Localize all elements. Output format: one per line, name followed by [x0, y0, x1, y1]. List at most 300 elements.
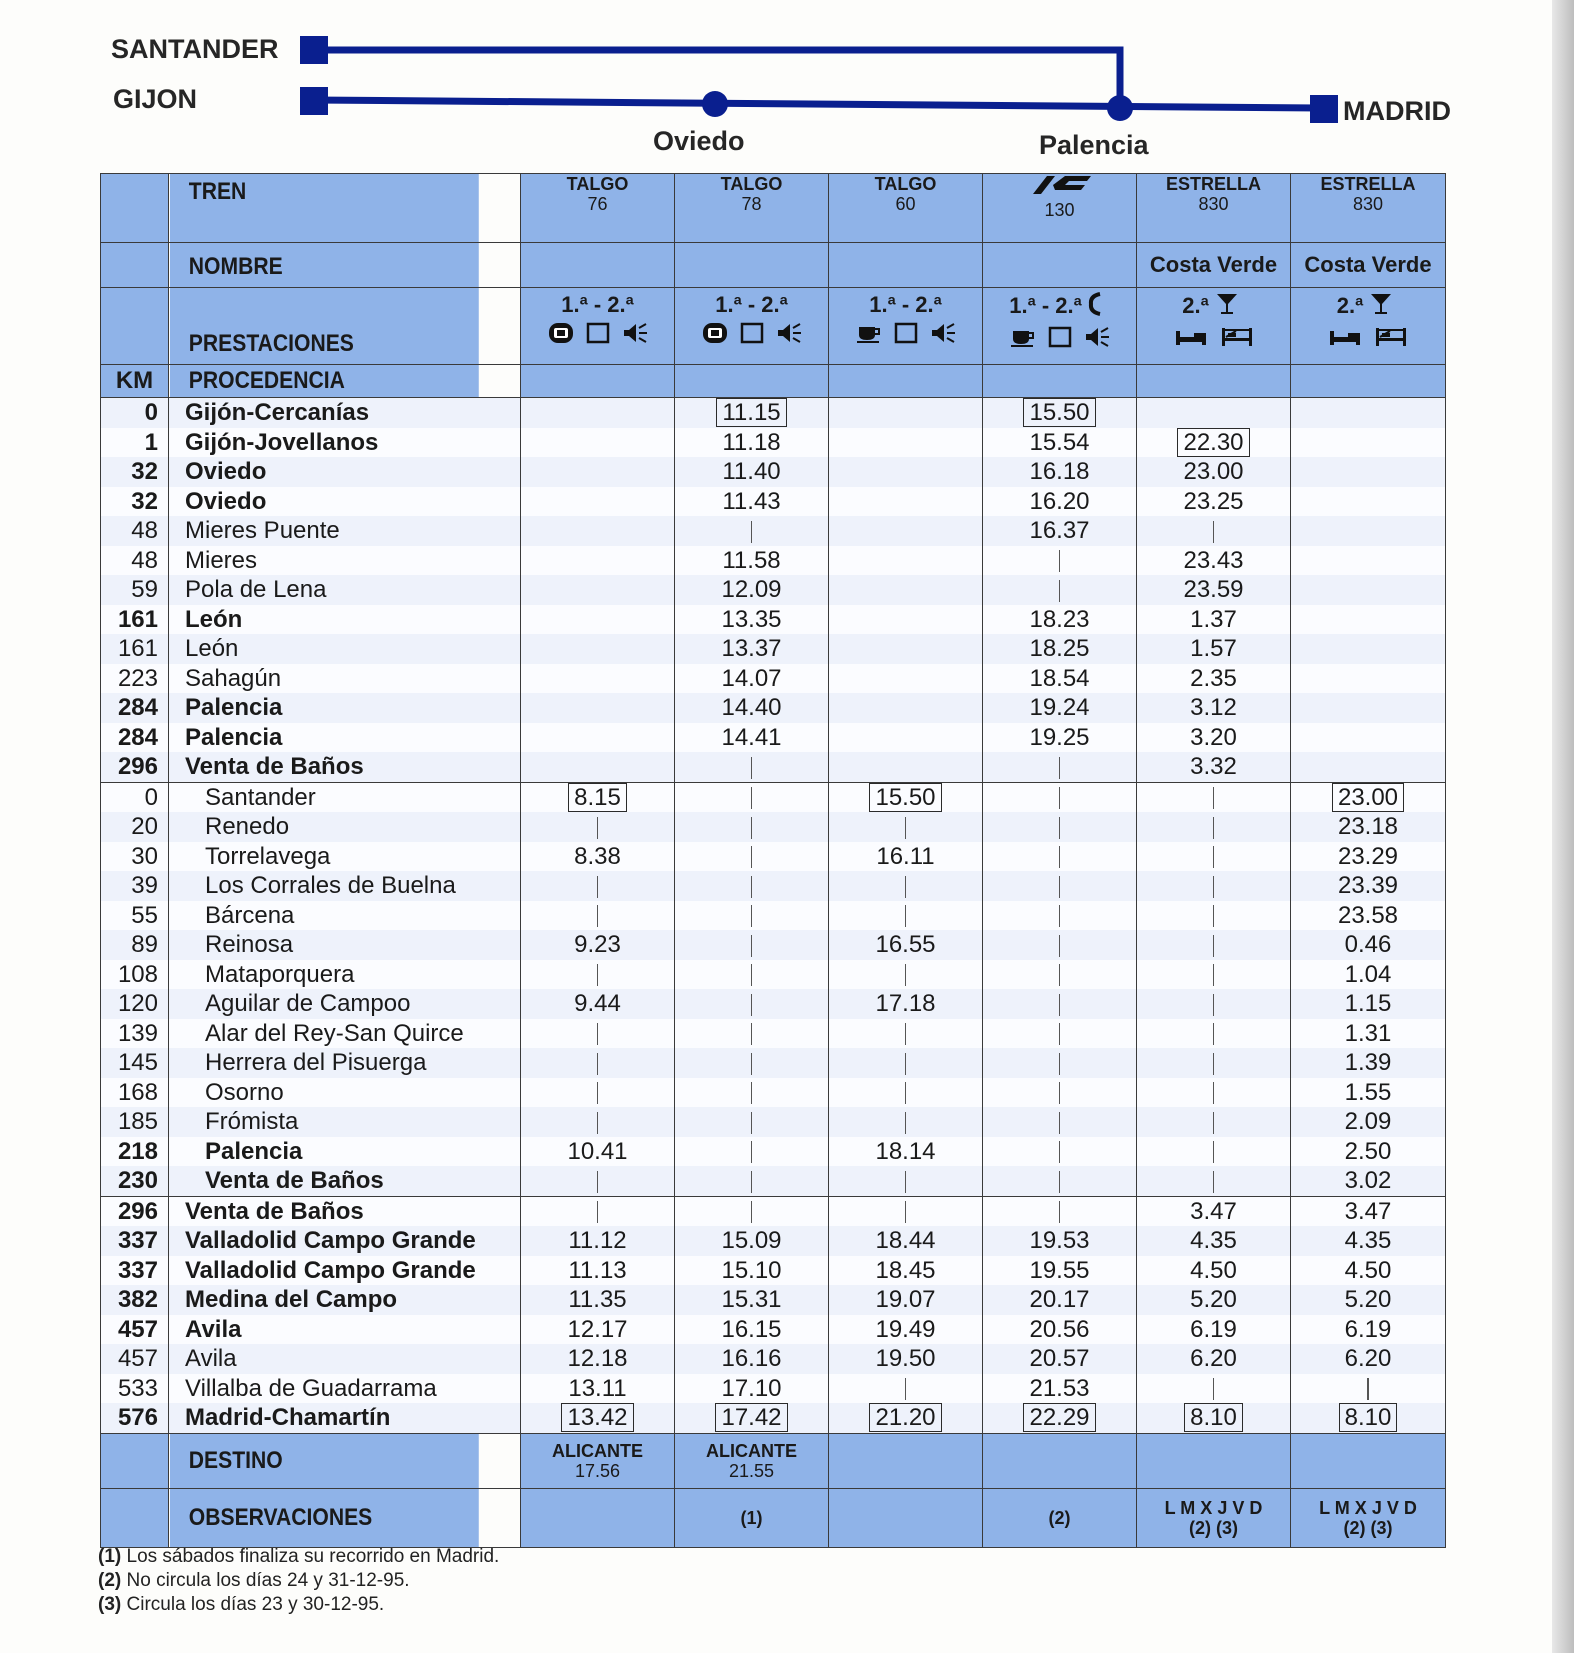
sleeper-icon	[1374, 326, 1408, 354]
pass-through-line	[1059, 757, 1061, 779]
km-value: 337	[101, 1226, 169, 1256]
station-name: Venta de Baños	[169, 1196, 521, 1226]
obs-days: (2)	[1048, 1507, 1071, 1528]
route-map	[0, 0, 1574, 175]
time-cell	[1137, 812, 1291, 842]
gijon-line	[312, 100, 1320, 108]
time-cell: 16.18	[983, 457, 1137, 487]
services-2	[829, 288, 983, 365]
time-cell: 23.39	[1291, 871, 1446, 901]
origin-gijon: GIJON	[113, 84, 198, 114]
pass-through-line	[1059, 1171, 1061, 1193]
km-value: 284	[101, 723, 169, 753]
time-cell: 0.46	[1291, 930, 1446, 960]
table-row	[101, 842, 1446, 872]
km-value: 120	[101, 989, 169, 1019]
header-prestaciones-row	[101, 288, 1446, 365]
destino-cell	[675, 1433, 829, 1488]
table-row	[101, 605, 1446, 635]
pass-through-line	[1059, 787, 1061, 809]
pass-through-line	[751, 521, 753, 543]
time-cell: 6.20	[1137, 1344, 1291, 1374]
time-cell: 5.20	[1137, 1285, 1291, 1315]
destino-row	[101, 1433, 1446, 1488]
time-cell: 18.45	[829, 1256, 983, 1286]
header-nombre-row	[101, 243, 1446, 288]
couchette-icon	[1328, 327, 1362, 353]
pass-through-line	[597, 964, 599, 986]
station-name: Venta de Baños	[169, 752, 521, 782]
time-cell: 17.10	[675, 1374, 829, 1404]
km-value: 284	[101, 693, 169, 723]
time-cell	[675, 1166, 829, 1196]
observaciones-cell	[521, 1488, 675, 1547]
time-cell: 14.41	[675, 723, 829, 753]
time-cell: 11.35	[521, 1285, 675, 1315]
terminal-time: 15.50	[869, 783, 941, 812]
pass-through-line	[597, 1053, 599, 1075]
time-cell	[1137, 989, 1291, 1019]
time-cell	[675, 960, 829, 990]
time-cell	[983, 1019, 1137, 1049]
km-value: 296	[101, 1196, 169, 1226]
km-value: 457	[101, 1315, 169, 1345]
station-name: Medina del Campo	[169, 1285, 521, 1315]
destino-name: ALICANTE	[706, 1440, 797, 1461]
cafeteria-icon	[856, 322, 882, 350]
terminal-time: 8.15	[568, 783, 627, 812]
time-cell: 16.37	[983, 516, 1137, 546]
time-cell: 6.19	[1137, 1315, 1291, 1345]
page-edge	[1552, 0, 1574, 1653]
time-cell: 1.57	[1137, 634, 1291, 664]
station-name: Bárcena	[169, 901, 521, 931]
time-cell	[521, 1048, 675, 1078]
couchette-icon	[1174, 327, 1208, 353]
destino-cell	[521, 1433, 675, 1488]
time-cell	[1291, 575, 1446, 605]
time-cell	[1137, 1048, 1291, 1078]
time-cell: 1.15	[1291, 989, 1446, 1019]
km-value: 108	[101, 960, 169, 990]
madrid-terminal	[1310, 95, 1338, 123]
pass-through-line	[1059, 1023, 1061, 1045]
time-cell	[521, 487, 675, 517]
time-cell	[1137, 428, 1291, 458]
phone-icon	[1088, 292, 1104, 322]
label-tren: TREN	[169, 174, 479, 243]
terminal-time: 13.42	[561, 1403, 633, 1432]
time-cell	[675, 782, 829, 812]
time-cell	[983, 782, 1137, 812]
time-cell: 14.07	[675, 664, 829, 694]
table-row	[101, 1374, 1446, 1404]
time-cell	[829, 1196, 983, 1226]
pass-through-line	[751, 757, 753, 779]
services-3	[983, 288, 1137, 365]
pass-through-line	[905, 817, 907, 839]
time-cell	[829, 693, 983, 723]
time-cell	[521, 1196, 675, 1226]
pass-through-line	[905, 964, 907, 986]
pass-through-line	[751, 1171, 753, 1193]
time-cell: 11.13	[521, 1256, 675, 1286]
time-cell	[521, 546, 675, 576]
time-cell	[675, 1403, 829, 1433]
time-cell	[829, 1374, 983, 1404]
time-cell	[675, 812, 829, 842]
time-cell	[1137, 842, 1291, 872]
time-cell	[1291, 398, 1446, 428]
pass-through-line	[905, 1112, 907, 1134]
destino-name: ALICANTE	[552, 1440, 643, 1461]
station-name: Gijón-Cercanías	[169, 398, 521, 428]
time-cell	[1291, 546, 1446, 576]
time-cell: 14.40	[675, 693, 829, 723]
time-cell	[1137, 398, 1291, 428]
time-cell: 11.18	[675, 428, 829, 458]
time-cell	[675, 901, 829, 931]
pass-through-line	[1059, 580, 1061, 602]
table-row	[101, 487, 1446, 517]
service-classes: 2.ª	[1137, 292, 1290, 322]
table-row	[101, 575, 1446, 605]
time-cell	[983, 546, 1137, 576]
km-value: 457	[101, 1344, 169, 1374]
bar-icon	[1215, 292, 1239, 322]
pass-through-line	[905, 905, 907, 927]
time-cell: 19.53	[983, 1226, 1137, 1256]
station-name: Venta de Baños	[169, 1166, 521, 1196]
observaciones-cell	[1291, 1488, 1446, 1547]
km-value: 161	[101, 605, 169, 635]
time-cell	[1137, 871, 1291, 901]
km-value: 223	[101, 664, 169, 694]
station-name: Mataporquera	[169, 960, 521, 990]
time-cell: 1.39	[1291, 1048, 1446, 1078]
time-cell	[1137, 1078, 1291, 1108]
table-row	[101, 1137, 1446, 1167]
pass-through-line	[751, 1023, 753, 1045]
pass-through-line	[1213, 817, 1215, 839]
train-col-2: TALGO 60	[829, 174, 983, 243]
time-cell: 8.38	[521, 842, 675, 872]
terminal-time: 15.50	[1023, 398, 1095, 427]
destino-cell	[1137, 1433, 1291, 1488]
pass-through-line	[1213, 1053, 1215, 1075]
km-value: 230	[101, 1166, 169, 1196]
time-cell	[829, 605, 983, 635]
station-name: León	[169, 634, 521, 664]
time-cell: 13.37	[675, 634, 829, 664]
time-cell	[983, 1107, 1137, 1137]
header-tren-row	[101, 174, 1446, 243]
footnote-2: (2) No circula los días 24 y 31-12-95.	[98, 1570, 410, 1591]
pass-through-line	[1213, 846, 1215, 868]
time-cell	[983, 398, 1137, 428]
terminal-time: 22.29	[1023, 1403, 1095, 1432]
pass-through-line	[1059, 1201, 1061, 1223]
destino-cell	[1291, 1433, 1446, 1488]
pass-through-line	[1213, 1023, 1215, 1045]
footnotes	[98, 1545, 499, 1617]
table-row	[101, 930, 1446, 960]
time-cell	[1137, 1019, 1291, 1049]
time-cell	[829, 546, 983, 576]
time-cell	[521, 457, 675, 487]
time-cell	[829, 516, 983, 546]
table-row	[101, 428, 1446, 458]
time-cell	[521, 901, 675, 931]
pass-through-line	[751, 935, 753, 957]
time-cell: 4.35	[1137, 1226, 1291, 1256]
time-cell: 4.50	[1291, 1256, 1446, 1286]
time-cell	[675, 1019, 829, 1049]
pass-through-line	[597, 1023, 599, 1045]
services-1	[675, 288, 829, 365]
time-cell: 5.20	[1291, 1285, 1446, 1315]
time-cell: 15.10	[675, 1256, 829, 1286]
table-row	[101, 634, 1446, 664]
obs-notes: (2) (3)	[1189, 1517, 1238, 1538]
km-value: 337	[101, 1256, 169, 1286]
train-col-0: TALGO 76	[521, 174, 675, 243]
time-cell: 12.17	[521, 1315, 675, 1345]
seat-icon	[740, 322, 764, 350]
table-row	[101, 546, 1446, 576]
table-row	[101, 1196, 1446, 1226]
time-cell	[1137, 960, 1291, 990]
santander-terminal	[300, 36, 328, 64]
time-cell: 9.23	[521, 930, 675, 960]
obs-days: L M X J V D	[1319, 1497, 1417, 1518]
km-value: 32	[101, 487, 169, 517]
time-cell	[675, 1078, 829, 1108]
time-cell: 11.58	[675, 546, 829, 576]
time-cell	[521, 1107, 675, 1137]
footnote-1: (1) Los sábados finaliza su recorrido en Madrid.	[98, 1546, 500, 1567]
time-cell: 16.20	[983, 487, 1137, 517]
pass-through-line	[751, 994, 753, 1016]
time-cell: 23.18	[1291, 812, 1446, 842]
time-cell	[829, 1048, 983, 1078]
time-cell	[829, 960, 983, 990]
stop-palencia: Palencia	[1039, 130, 1149, 160]
table-row	[101, 782, 1446, 812]
time-cell	[829, 871, 983, 901]
time-cell: 13.35	[675, 605, 829, 635]
time-cell	[1291, 782, 1446, 812]
label-km: KM	[101, 365, 169, 398]
station-name: Alar del Rey-San Quirce	[169, 1019, 521, 1049]
pass-through-line	[751, 1112, 753, 1134]
time-cell: 16.15	[675, 1315, 829, 1345]
origin-santander: SANTANDER	[111, 34, 279, 64]
train-col-1: TALGO 78	[675, 174, 829, 243]
time-cell	[521, 782, 675, 812]
table-row	[101, 457, 1446, 487]
km-value: 145	[101, 1048, 169, 1078]
time-cell	[829, 901, 983, 931]
time-cell: 16.11	[829, 842, 983, 872]
label-nombre: NOMBRE	[169, 243, 479, 288]
time-cell	[983, 989, 1137, 1019]
time-cell	[1291, 1374, 1446, 1404]
time-cell: 23.29	[1291, 842, 1446, 872]
km-value: 89	[101, 930, 169, 960]
time-cell	[983, 575, 1137, 605]
station-name: Renedo	[169, 812, 521, 842]
table-row	[101, 871, 1446, 901]
time-cell: 3.32	[1137, 752, 1291, 782]
pass-through-line	[597, 876, 599, 898]
destino-cell	[829, 1433, 983, 1488]
pass-through-line	[1059, 935, 1061, 957]
pass-through-line	[597, 1082, 599, 1104]
oviedo-stop	[702, 91, 728, 117]
table-row	[101, 723, 1446, 753]
pass-through-line	[751, 964, 753, 986]
time-cell	[521, 693, 675, 723]
pass-through-line	[597, 1112, 599, 1134]
time-cell: 18.54	[983, 664, 1137, 694]
audio-icon	[622, 322, 648, 350]
time-cell	[1137, 901, 1291, 931]
stop-oviedo: Oviedo	[653, 126, 745, 156]
terminal-time: 21.20	[869, 1403, 941, 1432]
pass-through-line	[1213, 964, 1215, 986]
pass-through-line	[1059, 905, 1061, 927]
time-cell	[1137, 516, 1291, 546]
destino-time: 17.56	[574, 1460, 621, 1481]
seat-icon	[586, 322, 610, 350]
time-cell: 12.09	[675, 575, 829, 605]
time-cell	[521, 960, 675, 990]
time-cell	[521, 516, 675, 546]
time-cell	[829, 1403, 983, 1433]
time-cell	[1291, 457, 1446, 487]
observaciones-cell	[675, 1488, 829, 1547]
sleeper-icon	[1220, 326, 1254, 354]
time-cell: 2.09	[1291, 1107, 1446, 1137]
time-cell	[1291, 487, 1446, 517]
terminal-time: 22.30	[1177, 428, 1249, 457]
pass-through-line	[751, 817, 753, 839]
pass-through-line	[1213, 905, 1215, 927]
pass-through-line	[1059, 1082, 1061, 1104]
services-4	[1137, 288, 1291, 365]
time-cell	[983, 1078, 1137, 1108]
intercity-logo-icon	[1025, 174, 1095, 196]
time-cell: 19.55	[983, 1256, 1137, 1286]
time-cell	[1291, 605, 1446, 635]
time-cell: 1.55	[1291, 1078, 1446, 1108]
table-row	[101, 1344, 1446, 1374]
time-cell: 23.59	[1137, 575, 1291, 605]
time-cell: 11.40	[675, 457, 829, 487]
table-row	[101, 1226, 1446, 1256]
table-row	[101, 752, 1446, 782]
km-value: 576	[101, 1403, 169, 1433]
time-cell: 19.50	[829, 1344, 983, 1374]
time-cell: 23.58	[1291, 901, 1446, 931]
time-cell	[521, 428, 675, 458]
timetable	[100, 173, 1446, 1548]
time-cell: 21.53	[983, 1374, 1137, 1404]
pass-through-line	[597, 817, 599, 839]
time-cell	[1137, 1403, 1291, 1433]
time-cell	[983, 1048, 1137, 1078]
time-cell	[829, 1019, 983, 1049]
pass-through-line	[597, 1201, 599, 1223]
cafeteria-icon	[1010, 326, 1036, 354]
time-cell	[829, 457, 983, 487]
pass-through-line	[751, 1141, 753, 1163]
table-row	[101, 960, 1446, 990]
time-cell: 3.02	[1291, 1166, 1446, 1196]
pass-through-line	[751, 846, 753, 868]
pass-through-line	[905, 1171, 907, 1193]
time-cell	[521, 398, 675, 428]
time-cell	[521, 723, 675, 753]
time-cell	[1137, 1374, 1291, 1404]
time-cell: 9.44	[521, 989, 675, 1019]
time-cell: 3.47	[1137, 1196, 1291, 1226]
pass-through-line	[1059, 846, 1061, 868]
time-cell	[675, 871, 829, 901]
km-value: 1	[101, 428, 169, 458]
time-cell	[675, 398, 829, 428]
obs-notes: (2) (3)	[1343, 1517, 1393, 1538]
time-cell	[1291, 428, 1446, 458]
time-cell	[675, 752, 829, 782]
train-name-5: Costa Verde	[1291, 243, 1446, 288]
service-classes: 2.ª	[1291, 292, 1445, 322]
service-classes: 1.ª - 2.ª	[983, 292, 1136, 322]
time-cell: 23.43	[1137, 546, 1291, 576]
seat-icon	[894, 322, 918, 350]
pass-through-line	[1059, 876, 1061, 898]
pass-through-line	[1059, 550, 1061, 572]
time-cell	[1291, 634, 1446, 664]
destination-madrid: MADRID	[1343, 96, 1451, 126]
destino-cell	[983, 1433, 1137, 1488]
label-destino: DESTINO	[169, 1433, 479, 1488]
audio-icon	[776, 322, 802, 350]
gijon-terminal	[300, 87, 328, 115]
pass-through-line	[905, 1082, 907, 1104]
pass-through-line	[1213, 876, 1215, 898]
time-cell: 4.50	[1137, 1256, 1291, 1286]
time-cell	[521, 605, 675, 635]
time-cell	[829, 723, 983, 753]
time-cell	[521, 634, 675, 664]
time-cell	[675, 1137, 829, 1167]
seat-icon	[1048, 326, 1072, 354]
time-cell	[983, 1166, 1137, 1196]
pass-through-line	[751, 1082, 753, 1104]
time-cell	[1291, 516, 1446, 546]
time-cell: 11.43	[675, 487, 829, 517]
time-cell	[675, 1107, 829, 1137]
pass-through-line	[1367, 1378, 1369, 1400]
km-value: 48	[101, 516, 169, 546]
service-classes: 1.ª - 2.ª	[715, 292, 788, 317]
time-cell	[521, 664, 675, 694]
time-cell: 15.09	[675, 1226, 829, 1256]
km-value: 59	[101, 575, 169, 605]
table-row	[101, 398, 1446, 428]
